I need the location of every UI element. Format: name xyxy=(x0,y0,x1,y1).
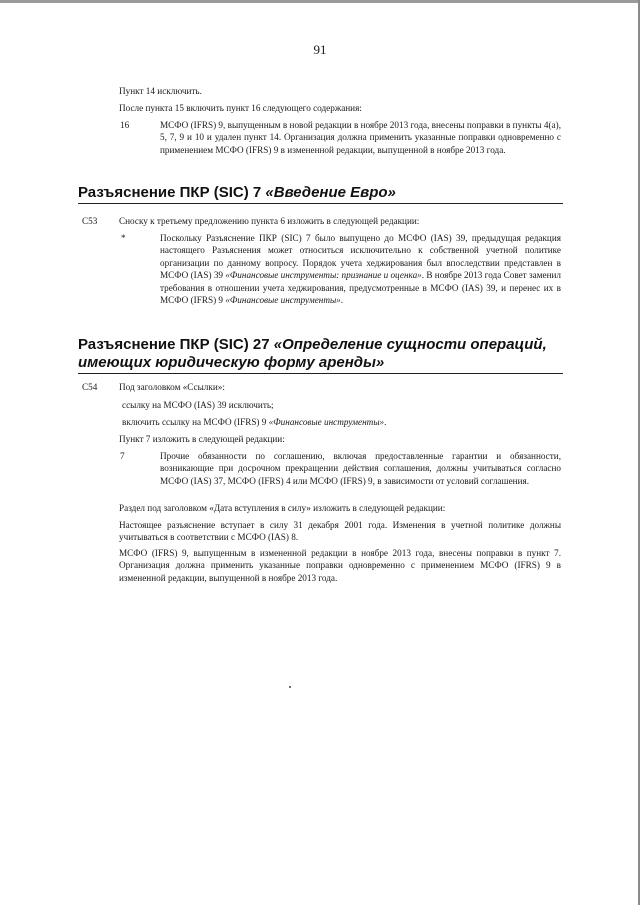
item-text-7: Прочие обязанности по соглашению, включая предоставленные гарантии и обязанности, возникающие при досрочном прекращении действия соглашения, должны учитываться согласно МСФО (IAS) 37, МСФО (IFRS) 4 или МСФО (IFRS) 9, в зависимости от условий соглашения. xyxy=(160,451,561,486)
c53-italic-b: «Финансовые инструменты» xyxy=(225,295,341,306)
c53-footnote-text xyxy=(160,232,561,306)
footnote-asterisk: * xyxy=(121,233,126,243)
heading-sic7-plain: Разъяснение ПКР (SIC) 7 xyxy=(78,184,266,201)
c53-italic-a: «Финансовые инструменты: признание и оценка» xyxy=(225,270,422,281)
item-number-7: 7 xyxy=(120,451,125,461)
c54-line3-a: включить ссылку на МСФО (IFRS) 9 xyxy=(122,417,269,427)
clause-number-c53: C53 xyxy=(82,216,98,226)
heading-sic27-plain: Разъяснение ПКР (SIC) 27 xyxy=(78,336,274,353)
heading-sic7-italic: «Введение Евро» xyxy=(265,184,396,201)
c53-text-c: . xyxy=(340,295,344,306)
c54-line3-italic: «Финансовые инструменты» xyxy=(268,417,385,427)
c54-delete-reference: ссылку на МСФО (IAS) 39 исключить; xyxy=(122,400,274,410)
c54-add-reference xyxy=(122,416,386,428)
c54-effective-date-para2: МСФО (IFRS) 9, выпущенным в измененной редакции в ноябре 2013 года, внесены поправки в пункт 7. Организация должна применить указанные поправки одновременно с применением МСФО (IFRS) 9 в измененной редакции, выпущенной в ноябре 2013 года. xyxy=(119,548,561,583)
paragraph-delete-14: Пункт 14 исключить. xyxy=(119,86,202,96)
c54-references-intro: Под заголовком «Ссылки»: xyxy=(119,382,225,392)
scan-speck xyxy=(289,686,291,688)
c54-effective-date-intro: Раздел под заголовком «Дата вступления в силу» изложить в следующей редакции: xyxy=(119,503,446,513)
heading-sic27-italic: «Определение сущности операций, имеющих юридическую форму аренды» xyxy=(78,336,547,371)
section-heading-sic27 xyxy=(78,336,563,374)
c53-text-a: Поскольку Разъяснение ПКР (SIC) 7 было выпущено до МСФО (IAS) 39, предыдущая редакция настоящего Разъяснения может относиться исключительно к собственной учетной политике организации по данному вопросу. Порядок учета хеджирования был впоследствии представлен в МСФО (IAS) 39 xyxy=(160,233,561,281)
section-heading-sic7 xyxy=(78,184,563,204)
item-number-16: 16 xyxy=(120,120,130,130)
page-number: 91 xyxy=(313,42,327,57)
c54-paragraph7-intro: Пункт 7 изложить в следующей редакции: xyxy=(119,434,285,444)
c54-effective-date-para1: Настоящее разъяснение вступает в силу 31 декабря 2001 года. Изменения в учетной политике должны учитываться в соответствии с МСФО (IAS) 8. xyxy=(119,520,561,543)
clause-number-c54: C54 xyxy=(82,382,98,392)
c53-text-b: . В ноябре 2013 года Совет заменил требования в отношении учета хеджирования, предусмотренные в МСФО (IAS) 39, и перенес их в МСФО (IFRS) 9 xyxy=(160,270,562,306)
c54-line3-b: . xyxy=(384,417,387,427)
c53-intro: Сноску к третьему предложению пункта 6 изложить в следующей редакции: xyxy=(119,216,420,226)
paragraph-insert-16: После пункта 15 включить пункт 16 следующего содержания: xyxy=(119,103,362,113)
page-edge-top xyxy=(0,0,640,3)
item-text-16: МСФО (IFRS) 9, выпущенным в новой редакции в ноябре 2013 года, внесены поправки в пункты 4(a), 5, 7, 9 и 10 и удален пункт 14. Организация должна применить указанные поправки одновременно с применением МСФО (IFRS) 9 в измененной редакции, выпущенной в ноябре 2013 года. xyxy=(160,120,561,155)
